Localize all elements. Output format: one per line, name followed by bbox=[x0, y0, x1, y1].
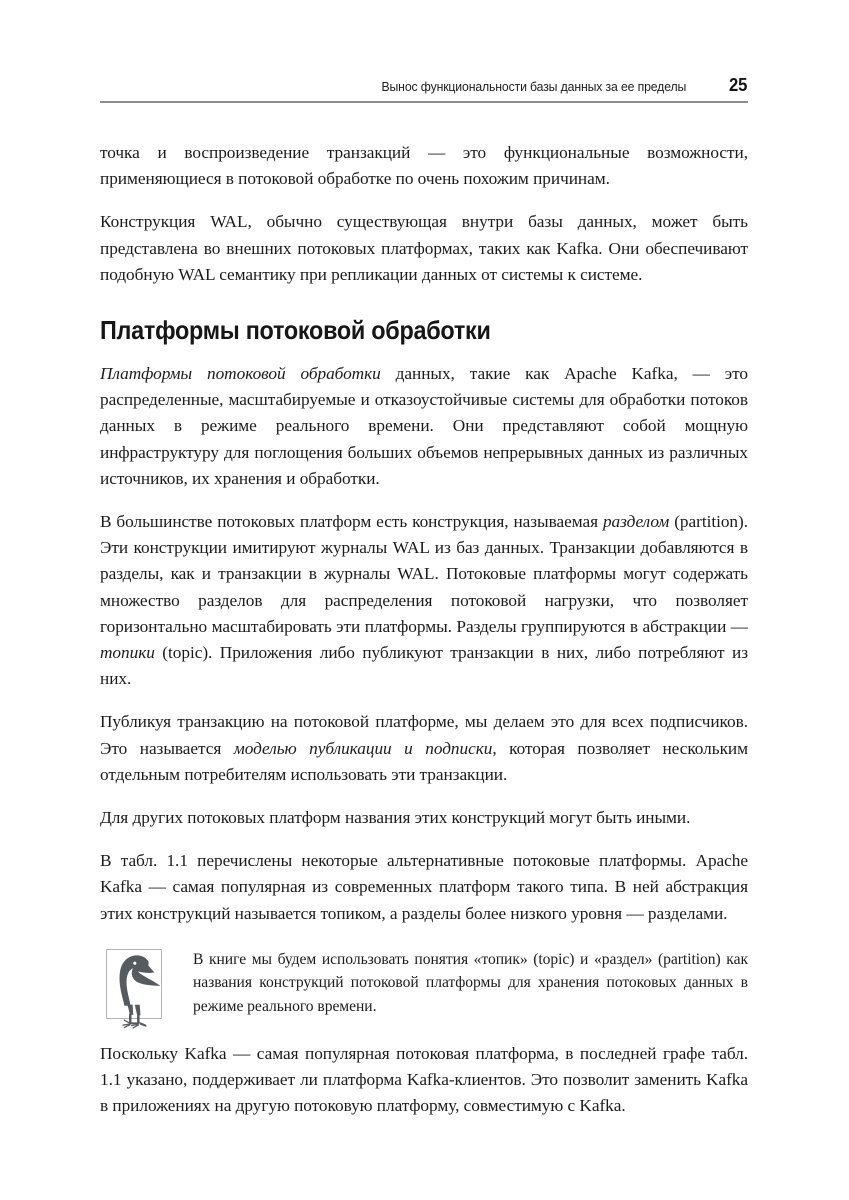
paragraph: Для других потоковых платформ названия этих конструкций могут быть иными. bbox=[100, 808, 691, 828]
emphasis-term: моделью публикации и подписки bbox=[233, 738, 493, 758]
emphasis-term: топики bbox=[100, 643, 155, 663]
paragraph bbox=[100, 361, 748, 492]
paragraph: точка и воспроизведение транзакций — это функциональные возможности, применяющиеся в потоковой обработке по очень похожим причинам. bbox=[100, 143, 748, 189]
paragraph: Поскольку Kafka — самая популярная потоковая платформа, в последней графе табл. 1.1 указано, поддерживает ли платформа Kafka-клиентов. Это позволит заменить Kafka в приложениях на другую потоковую платформу, совместимую с Kafka. bbox=[100, 1043, 749, 1116]
running-head bbox=[100, 74, 748, 96]
note-figure bbox=[100, 949, 193, 1021]
paragraph: В табл. 1.1 перечислены некоторые альтернативные потоковые платформы. Apache Kafka — самая популярная из современных платформ такого типа. В ней абстракция этих конструкций называется топиком, а разделы более низкого уровня — разделами. bbox=[100, 851, 748, 923]
emphasis-term: Платформы потоковой обработки bbox=[100, 364, 381, 384]
paragraph-text: данных, такие как Apache Kafka, — это распределенные, масштабируемые и отказоустойчивые системы для обработки потоков данных в режиме реального времени. Они представляют собой мощную инфраструктуру для поглощения больших объемов непрерывных данных из различных источников, их хранения и обработки. bbox=[100, 364, 748, 488]
paragraph-text: , которая позволяет нескольким отдельным потребителям использовать эти транзакции. bbox=[100, 738, 749, 784]
text-column bbox=[100, 140, 748, 1119]
paragraph-text: (topic). Приложения либо публикуют транзакции в них, либо потребляют из них. bbox=[100, 643, 748, 689]
page-number: 25 bbox=[728, 74, 747, 95]
paragraph bbox=[100, 709, 748, 788]
section-heading: Платформы потоковой обработки bbox=[100, 315, 491, 346]
raven-icon bbox=[106, 949, 164, 1031]
running-head-title: Вынос функциональности базы данных за ее пределы bbox=[381, 79, 687, 94]
note-callout bbox=[100, 949, 748, 1021]
emphasis-term: разделом bbox=[602, 512, 670, 532]
paragraph-text: Публикуя транзакцию на потоковой платформе, мы делаем это для всех подписчиков. Это называется bbox=[100, 712, 748, 758]
note-text: В книге мы будем использовать понятия «топик» (topic) и «раздел» (partition) как названия конструкций потоковой платформы для хранения потоковых данных в режиме реального времени. bbox=[193, 950, 748, 1015]
paragraph-text: (partition). Эти конструкции имитируют журналы WAL из баз данных. Транзакции добавляются в разделы, как и транзакции в журналы WAL. Потоковые платформы могут содержать множество разделов для распределения потоковой нагрузки, что позволяет горизонтально масштабировать эти платформы. Разделы группируются в абстракции — bbox=[100, 512, 748, 636]
header-rule bbox=[100, 101, 748, 103]
paragraph-text: В большинстве потоковых платформ есть конструкция, называемая bbox=[100, 512, 603, 532]
paragraph: Конструкция WAL, обычно существующая внутри базы данных, может быть представлена во внешних потоковых платформах, таких как Kafka. Они обеспечивают подобную WAL семантику при репликации данных от системы к системе. bbox=[100, 212, 748, 284]
paragraph bbox=[100, 509, 748, 692]
